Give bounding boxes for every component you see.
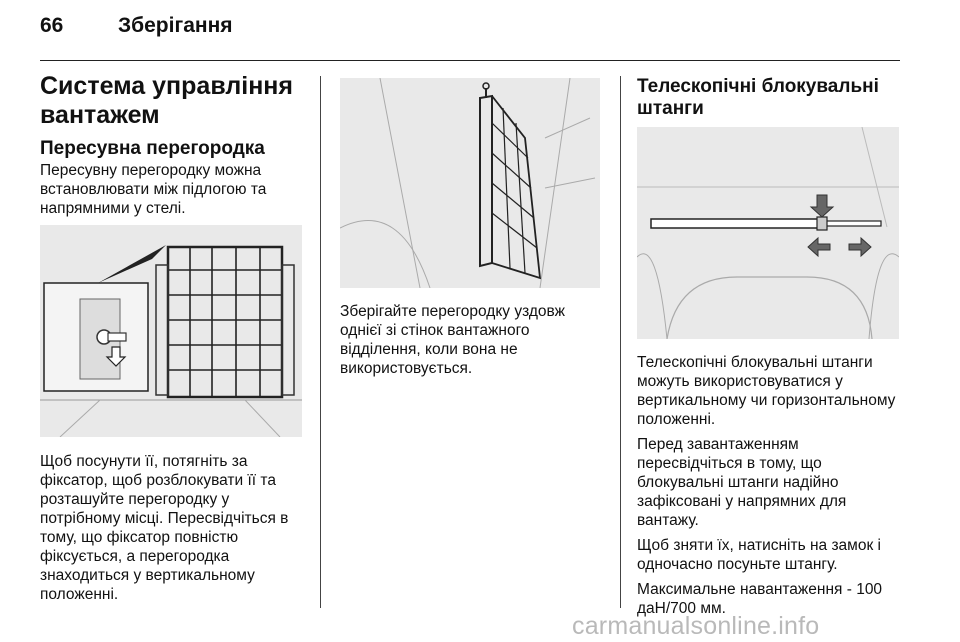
locking-bars-paragraph-4: Максимальне навантаження - 100 даН/700 мм. [637,581,883,617]
column-divider-1 [320,76,321,608]
main-heading: Система управління вантажем [40,72,293,129]
partition-storage-illustration [340,78,600,288]
locking-bars-paragraph-1: Телескопічні блокувальні штанги можуть використовуватися у вертикальному чи горизонтальному положенні. [637,354,896,428]
page-number: 66 [40,14,64,37]
locking-bars-paragraph-2: Перед завантаженням пересвідчіться в тому, що блокувальні штанги надійно зафіксовані у напрямних для вантажу. [637,436,847,529]
heading-locking-bars: Телескопічні блокувальні штанги [637,76,879,119]
watermark[interactable]: carmanualsonline.info [572,612,820,640]
locking-bar-illustration [637,127,899,339]
header-rule [40,60,900,61]
move-instructions-paragraph: Щоб посунути її, потягніть за фіксатор, щоб розблокувати її та розташуйте перегородку у потрібному місці. Пересвідчіться в тому, що фіксатор повністю фіксується, а перегородка знаходиться у вертикальному положенні. [40,453,289,603]
locking-bars-text [637,353,899,624]
storage-caption: Зберігайте перегородку уздовж однієї зі стінок вантажного відділення, коли вона не використовується. [340,303,565,377]
subheading-partition: Пересувна перегородка [40,138,265,159]
intro-paragraph: Пересувну перегородку можна встановлювати між підлогою та напрямними у стелі. [40,162,267,217]
column-divider-2 [620,76,621,608]
locking-bars-paragraph-3: Щоб зняти їх, натисніть на замок і одночасно посуньте штангу. [637,537,881,573]
section-title: Зберігання [118,14,233,37]
partition-illustration [40,225,302,437]
